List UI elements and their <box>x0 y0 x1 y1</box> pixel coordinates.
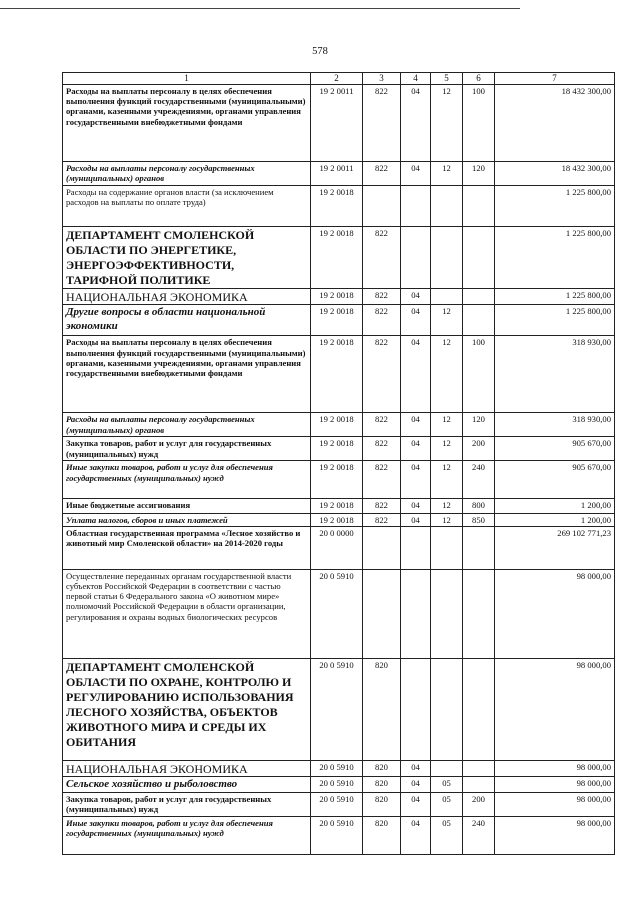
table-row <box>63 437 615 461</box>
col4-cell: 04 <box>401 413 431 437</box>
code-cell: 19 2 0018 <box>311 305 363 336</box>
row-name-cell: Расходы на выплаты персоналу государственных (муниципальных) органов <box>63 413 311 437</box>
col5-cell: 12 <box>431 161 463 185</box>
col4-cell <box>401 226 431 288</box>
table-row <box>63 776 615 792</box>
col4-cell: 04 <box>401 336 431 413</box>
code-cell: 19 2 0018 <box>311 336 363 413</box>
amount-cell: 98 000,00 <box>495 658 615 760</box>
col3-cell <box>363 569 401 658</box>
col4-cell: 04 <box>401 760 431 776</box>
col5-cell <box>431 526 463 569</box>
table-row <box>63 760 615 776</box>
row-name-cell: НАЦИОНАЛЬНАЯ ЭКОНОМИКА <box>63 760 311 776</box>
amount-cell: 98 000,00 <box>495 792 615 816</box>
amount-cell: 269 102 771,23 <box>495 526 615 569</box>
amount-cell: 318 930,00 <box>495 336 615 413</box>
table-row <box>63 569 615 658</box>
code-cell: 19 2 0018 <box>311 499 363 514</box>
amount-cell: 1 225 800,00 <box>495 305 615 336</box>
col3-cell: 822 <box>363 288 401 304</box>
code-cell: 20 0 5910 <box>311 816 363 854</box>
col3-cell: 822 <box>363 413 401 437</box>
table-row <box>63 226 615 288</box>
code-cell: 20 0 5910 <box>311 792 363 816</box>
amount-cell: 318 930,00 <box>495 413 615 437</box>
col3-cell: 820 <box>363 760 401 776</box>
table-row <box>63 499 615 514</box>
row-name-cell: Расходы на выплаты персоналу в целях обеспечения выполнения функций государственными (муниципальными) органами, казенными учреждениями, органами управления государственными внебюджетными фондами <box>63 336 311 413</box>
header-cell: 5 <box>431 73 463 85</box>
amount-cell: 1 225 800,00 <box>495 288 615 304</box>
header-cell: 4 <box>401 73 431 85</box>
col6-cell: 240 <box>463 816 495 854</box>
col4-cell: 04 <box>401 514 431 526</box>
col5-cell: 05 <box>431 816 463 854</box>
col6-cell: 100 <box>463 84 495 161</box>
table-row <box>63 185 615 226</box>
col5-cell <box>431 288 463 304</box>
col6-cell: 120 <box>463 413 495 437</box>
row-name-cell: Иные закупки товаров, работ и услуг для обеспечения государственных (муниципальных) нужд <box>63 816 311 854</box>
amount-cell: 1 200,00 <box>495 514 615 526</box>
row-name-cell: ДЕПАРТАМЕНТ СМОЛЕНСКОЙ ОБЛАСТИ ПО ОХРАНЕ, КОНТРОЛЮ И РЕГУЛИРОВАНИЮ ИСПОЛЬЗОВАНИЯ ЛЕСНОГО ХОЗЯЙСТВА, ОБЪЕКТОВ ЖИВОТНОГО МИРА И СРЕДЫ ИХ ОБИТАНИЯ <box>63 658 311 760</box>
col3-cell: 822 <box>363 336 401 413</box>
col4-cell <box>401 658 431 760</box>
row-name-cell: Закупка товаров, работ и услуг для государственных (муниципальных) нужд <box>63 792 311 816</box>
col5-cell <box>431 760 463 776</box>
col6-cell: 200 <box>463 792 495 816</box>
col3-cell: 820 <box>363 816 401 854</box>
col4-cell: 04 <box>401 499 431 514</box>
col4-cell: 04 <box>401 305 431 336</box>
row-name-cell: Иные бюджетные ассигнования <box>63 499 311 514</box>
col5-cell: 05 <box>431 776 463 792</box>
col6-cell: 200 <box>463 437 495 461</box>
col4-cell: 04 <box>401 776 431 792</box>
table-row <box>63 413 615 437</box>
col5-cell: 12 <box>431 336 463 413</box>
amount-cell: 98 000,00 <box>495 776 615 792</box>
col6-cell <box>463 288 495 304</box>
table-row <box>63 816 615 854</box>
code-cell: 19 2 0011 <box>311 84 363 161</box>
budget-table <box>62 72 615 855</box>
col6-cell <box>463 776 495 792</box>
table-row <box>63 526 615 569</box>
code-cell: 20 0 5910 <box>311 569 363 658</box>
row-name-cell: Осуществление переданных органам государственной власти субъектов Российской Федерации в соответствии с частью первой статьи 6 Федерального закона «О животном мире» полномочий Российской Федерации в области организации, регулирования и охраны водных биологических ресурсов <box>63 569 311 658</box>
header-cell: 1 <box>63 73 311 85</box>
col6-cell: 120 <box>463 161 495 185</box>
table-row <box>63 161 615 185</box>
code-cell: 19 2 0018 <box>311 437 363 461</box>
col6-cell <box>463 658 495 760</box>
col5-cell <box>431 569 463 658</box>
row-name-cell: Расходы на содержание органов власти (за исключением расходов на выплаты по оплате труда) <box>63 185 311 226</box>
code-cell: 19 2 0018 <box>311 185 363 226</box>
header-cell: 2 <box>311 73 363 85</box>
col3-cell: 822 <box>363 226 401 288</box>
amount-cell: 98 000,00 <box>495 569 615 658</box>
table-row <box>63 84 615 161</box>
amount-cell: 905 670,00 <box>495 437 615 461</box>
col3-cell: 820 <box>363 776 401 792</box>
col5-cell <box>431 226 463 288</box>
col3-cell: 822 <box>363 514 401 526</box>
row-name-cell: ДЕПАРТАМЕНТ СМОЛЕНСКОЙ ОБЛАСТИ ПО ЭНЕРГЕТИКЕ, ЭНЕРГОЭФФЕКТИВНОСТИ, ТАРИФНОЙ ПОЛИТИКЕ <box>63 226 311 288</box>
header-cell: 7 <box>495 73 615 85</box>
col4-cell: 04 <box>401 461 431 499</box>
table-row <box>63 461 615 499</box>
col5-cell: 12 <box>431 499 463 514</box>
amount-cell: 18 432 300,00 <box>495 84 615 161</box>
col5-cell: 12 <box>431 437 463 461</box>
col6-cell <box>463 185 495 226</box>
row-name-cell: Другие вопросы в области национальной экономики <box>63 305 311 336</box>
amount-cell: 98 000,00 <box>495 760 615 776</box>
col4-cell: 04 <box>401 816 431 854</box>
code-cell: 19 2 0011 <box>311 161 363 185</box>
col4-cell: 04 <box>401 84 431 161</box>
col5-cell: 05 <box>431 792 463 816</box>
code-cell: 19 2 0018 <box>311 514 363 526</box>
col6-cell <box>463 760 495 776</box>
page-number: 578 <box>312 46 328 57</box>
code-cell: 19 2 0018 <box>311 288 363 304</box>
code-cell: 19 2 0018 <box>311 413 363 437</box>
col3-cell <box>363 185 401 226</box>
amount-cell: 1 200,00 <box>495 499 615 514</box>
code-cell: 20 0 0000 <box>311 526 363 569</box>
col6-cell: 100 <box>463 336 495 413</box>
row-name-cell: Сельское хозяйство и рыболовство <box>63 776 311 792</box>
col5-cell: 12 <box>431 413 463 437</box>
col3-cell: 822 <box>363 161 401 185</box>
amount-cell: 1 225 800,00 <box>495 226 615 288</box>
col3-cell: 822 <box>363 461 401 499</box>
amount-cell: 18 432 300,00 <box>495 161 615 185</box>
code-cell: 20 0 5910 <box>311 658 363 760</box>
table-row <box>63 658 615 760</box>
col6-cell <box>463 526 495 569</box>
col3-cell: 822 <box>363 499 401 514</box>
amount-cell: 98 000,00 <box>495 816 615 854</box>
col3-cell: 820 <box>363 792 401 816</box>
row-name-cell: Уплата налогов, сборов и иных платежей <box>63 514 311 526</box>
col5-cell <box>431 185 463 226</box>
col3-cell: 822 <box>363 437 401 461</box>
col4-cell: 04 <box>401 288 431 304</box>
table-row <box>63 336 615 413</box>
col3-cell: 820 <box>363 658 401 760</box>
col3-cell <box>363 526 401 569</box>
col4-cell <box>401 569 431 658</box>
col4-cell: 04 <box>401 792 431 816</box>
col6-cell: 240 <box>463 461 495 499</box>
col4-cell: 04 <box>401 437 431 461</box>
row-name-cell: Расходы на выплаты персоналу в целях обеспечения выполнения функций государственными (муниципальными) органами, казенными учреждениями, органами управления государственными внебюджетными фондами <box>63 84 311 161</box>
table-row <box>63 792 615 816</box>
col6-cell <box>463 569 495 658</box>
table-row <box>63 288 615 304</box>
table-row <box>63 514 615 526</box>
col5-cell: 12 <box>431 305 463 336</box>
table-row <box>63 305 615 336</box>
code-cell: 19 2 0018 <box>311 226 363 288</box>
col6-cell: 800 <box>463 499 495 514</box>
col5-cell <box>431 658 463 760</box>
row-name-cell: Закупка товаров, работ и услуг для государственных (муниципальных) нужд <box>63 437 311 461</box>
row-name-cell: НАЦИОНАЛЬНАЯ ЭКОНОМИКА <box>63 288 311 304</box>
col4-cell <box>401 526 431 569</box>
row-name-cell: Расходы на выплаты персоналу государственных (муниципальных) органов <box>63 161 311 185</box>
code-cell: 20 0 5910 <box>311 760 363 776</box>
col4-cell: 04 <box>401 161 431 185</box>
col5-cell: 12 <box>431 514 463 526</box>
col3-cell: 822 <box>363 305 401 336</box>
col6-cell <box>463 226 495 288</box>
col5-cell: 12 <box>431 461 463 499</box>
col6-cell <box>463 305 495 336</box>
top-rule <box>0 8 520 9</box>
header-cell: 3 <box>363 73 401 85</box>
amount-cell: 905 670,00 <box>495 461 615 499</box>
header-cell: 6 <box>463 73 495 85</box>
col3-cell: 822 <box>363 84 401 161</box>
code-cell: 19 2 0018 <box>311 461 363 499</box>
col5-cell: 12 <box>431 84 463 161</box>
row-name-cell: Областная государственная программа «Лесное хозяйство и животный мир Смоленской области» на 2014-2020 годы <box>63 526 311 569</box>
row-name-cell: Иные закупки товаров, работ и услуг для обеспечения государственных (муниципальных) нужд <box>63 461 311 499</box>
col4-cell <box>401 185 431 226</box>
col6-cell: 850 <box>463 514 495 526</box>
code-cell: 20 0 5910 <box>311 776 363 792</box>
amount-cell: 1 225 800,00 <box>495 185 615 226</box>
header-row <box>63 73 615 85</box>
